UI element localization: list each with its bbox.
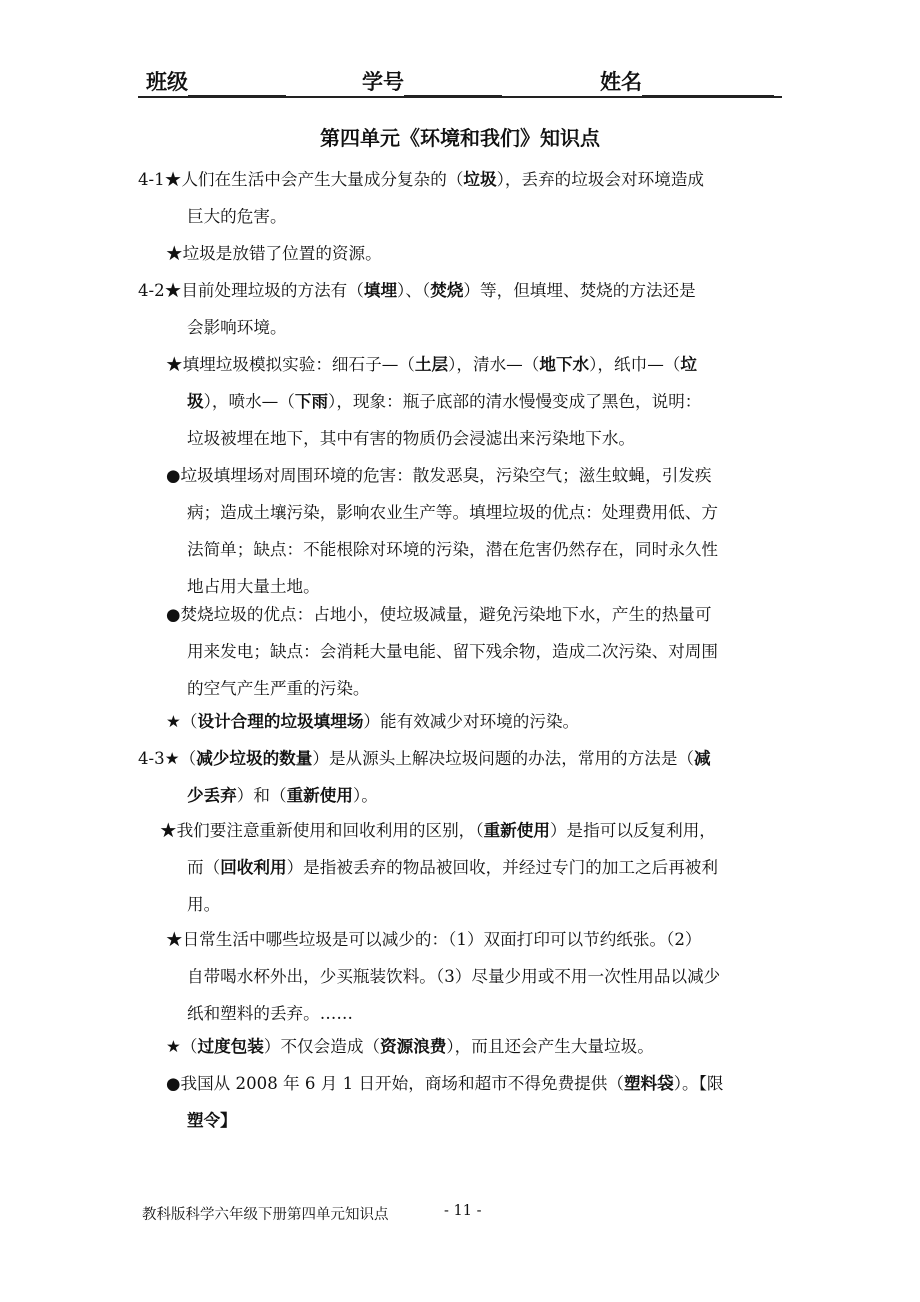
name-field — [600, 66, 774, 96]
point-designed-landfill: ★（设计合理的垃圾填埋场）能有效减少对环境的污染。 — [166, 712, 580, 731]
point-over-packaging: ★（过度包装）不仅会造成（资源浪费），而且还会产生大量垃圾。 — [166, 1037, 654, 1056]
section-4-2: 4-2★目前处理垃圾的方法有（填埋）、（焚烧）等，但填埋、焚烧的方法还是 会影响环境。 — [138, 272, 696, 346]
section-4-3: 4-3★（减少垃圾的数量）是从源头上解决垃圾问题的办法，常用的方法是（减 少丢弃）和（重新使用）。 — [138, 749, 711, 805]
point-landfill-experiment: ★填埋垃圾模拟实验：细石子—（土层），清水—（地下水），纸巾—（垃 圾），喷水—（下雨），现象：瓶子底部的清水慢慢变成了黑色，说明： 垃圾被埋在地下，其中有害的物质仍会浸滤出来污染地下水。 — [166, 355, 702, 448]
name-label: 姓名 — [600, 70, 642, 94]
section-4-2-line-1: 4-2★目前处理垃圾的方法有（填埋）、（焚烧）等，但填埋、焚烧的方法还是 — [138, 281, 696, 300]
answer-bold: 垃圾 — [463, 170, 497, 189]
student-id-field — [362, 66, 502, 96]
footer-text: 教科版科学六年级下册第四单元知识点 — [142, 1207, 389, 1223]
class-blank[interactable] — [188, 73, 286, 96]
class-label: 班级 — [146, 70, 188, 94]
point-landfill-hazards: ●垃圾填埋场对周围环境的危害：散发恶臭，污染空气；滋生蚊蝇，引发疾 病；造成土壤污染，影响农业生产等。填埋垃圾的优点：处理费用低、方 法简单；缺点：不能根除对环境的污染，潜在危害仍然存在，同时永久性 地占用大量土地。 — [166, 466, 718, 596]
point-incineration: ●焚烧垃圾的优点：占地小，使垃圾减量，避免污染地下水，产生的热量可 用来发电；缺点：会消耗大量电能、留下残余物，造成二次污染、对周围 的空气产生严重的污染。 — [166, 605, 718, 698]
section-number: 4-2 — [138, 281, 165, 300]
student-id-label: 学号 — [362, 70, 404, 94]
point-daily-reduction: ★日常生活中哪些垃圾是可以减少的：（1）双面打印可以节约纸张。（2） 自带喝水杯外出，少买瓶装饮料。（3）尽量少用或不用一次性用品以减少 纸和塑料的丢弃。…… — [166, 930, 721, 1023]
student-id-blank[interactable] — [404, 73, 502, 96]
point-misplaced-resource: ★垃圾是放错了位置的资源。 — [166, 244, 382, 263]
point-plastic-bag-ban: ●我国从 2008 年 6 月 1 日开始，商场和超市不得免费提供（塑料袋）。【限 塑令】 — [166, 1074, 724, 1130]
section-number: 4-1 — [138, 170, 165, 189]
name-blank[interactable] — [642, 73, 774, 96]
document-title: 第四单元《环境和我们》知识点 — [320, 126, 600, 150]
student-info-header — [138, 62, 782, 98]
section-4-1: 4-1★人们在生活中会产生大量成分复杂的（垃圾），丢弃的垃圾会对环境造成 巨大的危害。 — [138, 161, 704, 235]
class-field — [146, 66, 286, 96]
point-reuse-vs-recycle: ★我们要注意重新使用和回收利用的区别，（重新使用）是指可以反复利用， 而（回收利用）是指被丢弃的物品被回收，并经过专门的加工之后再被利 用。 — [160, 821, 718, 914]
section-4-1-line-1: 4-1★人们在生活中会产生大量成分复杂的（垃圾），丢弃的垃圾会对环境造成 — [138, 170, 705, 189]
section-number: 4-3 — [138, 749, 165, 768]
page-number: - 11 - — [444, 1203, 482, 1219]
